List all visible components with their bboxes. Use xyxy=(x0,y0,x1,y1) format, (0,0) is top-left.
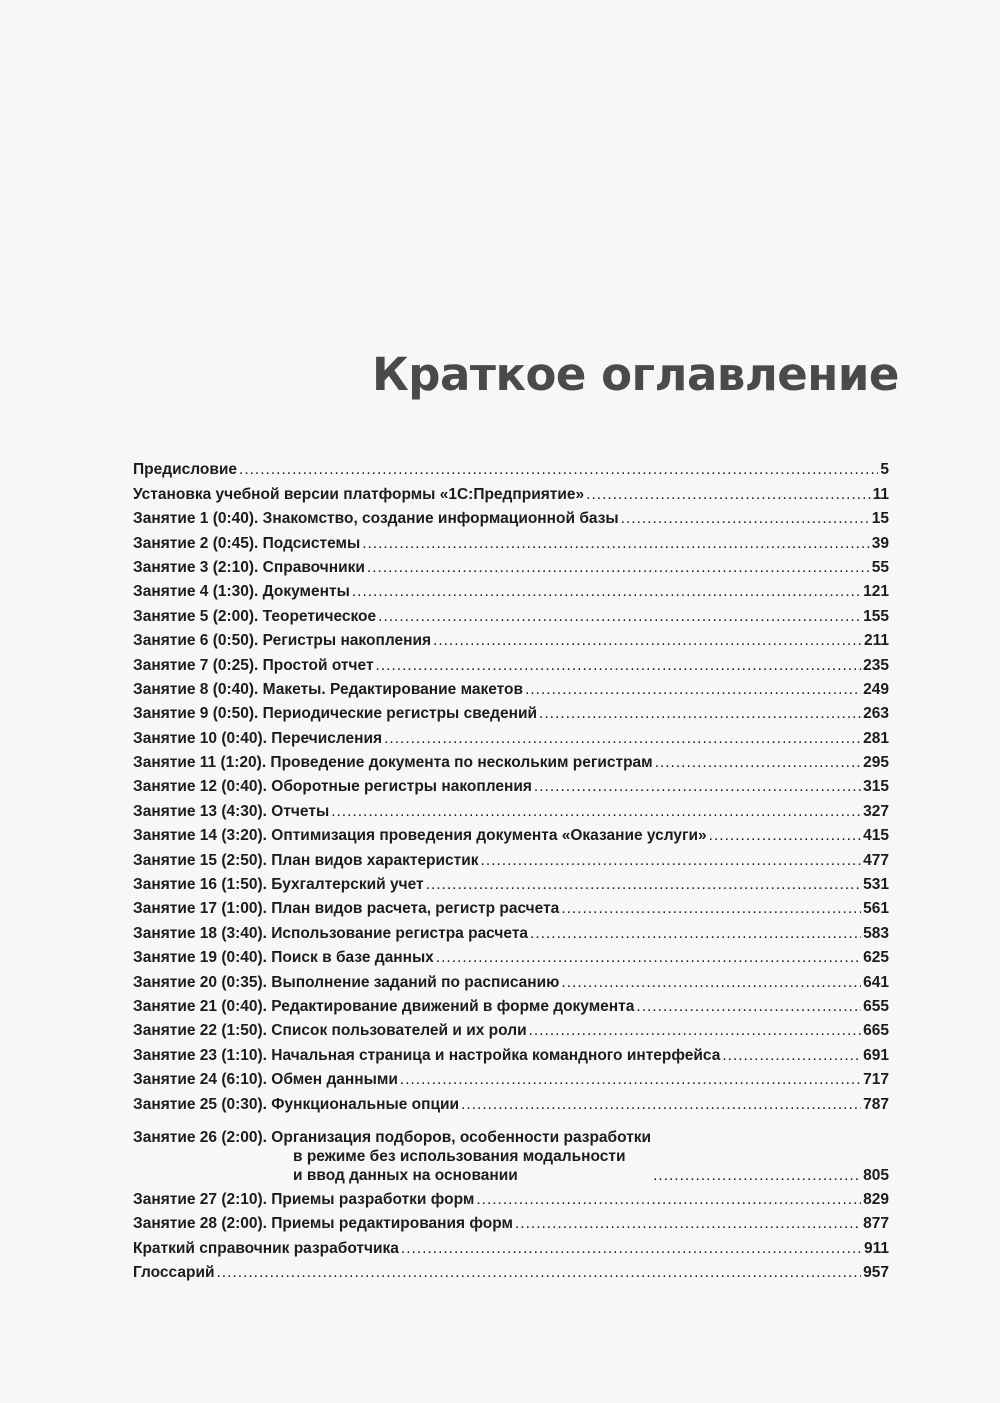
toc-entry-page: 957 xyxy=(863,1264,889,1282)
dot-leader xyxy=(515,1214,861,1233)
toc-entry-page: 281 xyxy=(863,729,889,747)
toc-entry[interactable] xyxy=(133,455,889,479)
toc-entry-title: Глоссарий xyxy=(133,1264,215,1282)
toc-entry-title: Занятие 5 (2:00). Теоретическое xyxy=(133,607,377,625)
dot-leader xyxy=(461,1095,861,1114)
toc-entry-page: 415 xyxy=(863,827,889,845)
dot-leader xyxy=(384,729,861,748)
toc-entry[interactable] xyxy=(133,1089,889,1113)
dot-leader xyxy=(331,802,861,821)
toc-entry-page: 561 xyxy=(863,900,889,918)
toc-entry-page: 15 xyxy=(871,510,889,528)
toc-entry-title: Занятие 24 (6:10). Обмен данными xyxy=(133,1071,398,1089)
toc-entry-title: Занятие 11 (1:20). Проведение документа по нескольким регистрам xyxy=(133,754,653,772)
dot-leader xyxy=(367,558,870,577)
toc-entry[interactable] xyxy=(133,1065,889,1089)
toc-entry-title: Занятие 9 (0:50). Периодические регистры сведений xyxy=(133,705,538,723)
dot-leader xyxy=(561,899,861,918)
toc-entry[interactable] xyxy=(133,845,889,869)
dot-leader xyxy=(586,485,870,504)
toc-entry[interactable] xyxy=(133,675,889,699)
dot-leader xyxy=(436,948,861,967)
toc-entry[interactable] xyxy=(133,504,889,528)
toc-entry[interactable] xyxy=(133,1040,889,1064)
toc-entry-title: Занятие 25 (0:30). Функциональные опции xyxy=(133,1095,460,1113)
dot-leader xyxy=(534,777,861,796)
toc-entry-title: Занятие 28 (2:00). Приемы редактирования форм xyxy=(133,1215,513,1233)
toc-entry-page: 327 xyxy=(863,802,889,820)
toc-entry-page: 665 xyxy=(863,1022,889,1040)
toc-entry-title: Занятие 22 (1:50). Список пользователей и их роли xyxy=(133,1022,527,1040)
toc-entry-title-line: и ввод данных на основании xyxy=(293,1166,518,1184)
toc-entry-page: 55 xyxy=(871,558,889,576)
toc-entry-title-line: в режиме без использования модальности xyxy=(293,1147,626,1165)
toc-entry[interactable] xyxy=(133,918,889,942)
toc-entry-page: 911 xyxy=(863,1239,889,1257)
toc-entry-title: Занятие 17 (1:00). План видов расчета, регистр расчета xyxy=(133,900,560,918)
toc-entry[interactable] xyxy=(133,967,889,991)
toc-entry[interactable] xyxy=(133,821,889,845)
dot-leader xyxy=(722,1046,861,1065)
dot-leader xyxy=(525,680,861,699)
toc-entry[interactable] xyxy=(133,626,889,650)
dot-leader xyxy=(653,1166,861,1185)
toc-entry-title: Занятие 6 (0:50). Регистры накопления xyxy=(133,632,432,650)
toc-entry-title: Занятие 27 (2:10). Приемы разработки форм xyxy=(133,1190,475,1208)
toc-entry-page: 11 xyxy=(872,485,889,503)
dot-leader xyxy=(217,1263,862,1282)
toc-entry-page: 249 xyxy=(863,680,889,698)
toc-entry[interactable] xyxy=(133,772,889,796)
toc-entry[interactable] xyxy=(133,1233,889,1257)
dot-leader xyxy=(352,582,861,601)
toc-entry-title: Занятие 13 (4:30). Отчеты xyxy=(133,802,330,820)
toc-entry[interactable] xyxy=(133,748,889,772)
dot-leader xyxy=(401,1239,862,1258)
dot-leader xyxy=(378,607,861,626)
toc-entry-title: Краткий справочник разработчика xyxy=(133,1239,399,1257)
toc-entry[interactable] xyxy=(133,1258,889,1282)
toc-entry-title: Занятие 10 (0:40). Перечисления xyxy=(133,729,383,747)
toc-entry-title: Занятие 7 (0:25). Простой отчет xyxy=(133,656,374,674)
toc-entry[interactable] xyxy=(133,723,889,747)
toc-entry-title: Занятие 19 (0:40). Поиск в базе данных xyxy=(133,949,434,967)
toc-entry-page: 805 xyxy=(863,1166,889,1184)
toc-entry[interactable] xyxy=(133,1016,889,1040)
dot-leader xyxy=(476,1190,861,1209)
dot-leader xyxy=(426,875,862,894)
toc-entry-page: 691 xyxy=(863,1046,889,1064)
dot-leader xyxy=(239,460,878,479)
toc-entry-page: 655 xyxy=(863,997,889,1015)
toc-entry-page: 787 xyxy=(863,1095,889,1113)
toc-entry-page: 235 xyxy=(863,656,889,674)
toc-entry[interactable] xyxy=(133,577,889,601)
dot-leader xyxy=(655,753,862,772)
toc-entry[interactable] xyxy=(133,1114,889,1185)
toc-entry[interactable] xyxy=(133,650,889,674)
dot-leader xyxy=(539,704,861,723)
toc-entry-title: Занятие 1 (0:40). Знакомство, создание информационной базы xyxy=(133,510,619,528)
toc-entry[interactable] xyxy=(133,796,889,820)
toc-entry[interactable] xyxy=(133,1209,889,1233)
toc-entry-page: 263 xyxy=(863,705,889,723)
toc-entry[interactable] xyxy=(133,553,889,577)
toc-entry-title-line: Занятие 26 (2:00). Организация подборов, особенности разработки xyxy=(133,1128,652,1146)
dot-leader xyxy=(636,997,861,1016)
toc-entry-title: Занятие 12 (0:40). Оборотные регистры накопления xyxy=(133,778,532,796)
toc-entry-title xyxy=(133,1128,651,1185)
toc-entry-title: Установка учебной версии платформы «1С:Предприятие» xyxy=(133,485,585,503)
page-title: Краткое оглавление xyxy=(372,348,899,401)
toc-entry-page: 583 xyxy=(863,924,889,942)
toc-entry-title: Занятие 20 (0:35). Выполнение заданий по расписанию xyxy=(133,973,560,991)
table-of-contents xyxy=(133,455,889,1282)
toc-entry-title: Предисловие xyxy=(133,461,238,479)
toc-tail-entries xyxy=(133,1185,889,1283)
toc-entry-page: 717 xyxy=(863,1071,889,1089)
toc-entry-page: 5 xyxy=(880,461,889,479)
toc-entry[interactable] xyxy=(133,943,889,967)
toc-entry-page: 829 xyxy=(863,1190,889,1208)
dot-leader xyxy=(709,826,861,845)
dot-leader xyxy=(621,509,870,528)
toc-entry[interactable] xyxy=(133,479,889,503)
toc-entry-page: 315 xyxy=(863,778,889,796)
toc-entry-page: 39 xyxy=(871,534,889,552)
dot-leader xyxy=(400,1070,861,1089)
dot-leader xyxy=(529,1021,862,1040)
toc-entry-title: Занятие 21 (0:40). Редактирование движений в форме документа xyxy=(133,997,635,1015)
toc-entry-title: Занятие 14 (3:20). Оптимизация проведения документа «Оказание услуги» xyxy=(133,827,707,845)
toc-entry[interactable] xyxy=(133,1185,889,1209)
dot-leader xyxy=(362,534,870,553)
dot-leader xyxy=(481,851,862,870)
toc-entry-page: 531 xyxy=(863,876,889,894)
toc-entry-page: 641 xyxy=(863,973,889,991)
toc-entry[interactable] xyxy=(133,601,889,625)
toc-entry[interactable] xyxy=(133,992,889,1016)
toc-entry-title: Занятие 18 (3:40). Использование регистра расчета xyxy=(133,924,529,942)
toc-entry-title: Занятие 8 (0:40). Макеты. Редактирование макетов xyxy=(133,680,524,698)
toc-entry[interactable] xyxy=(133,870,889,894)
toc-entry-page: 121 xyxy=(863,583,889,601)
toc-entry-page: 295 xyxy=(863,754,889,772)
toc-entry-title: Занятие 15 (2:50). План видов характеристик xyxy=(133,851,479,869)
toc-entry-page: 625 xyxy=(863,949,889,967)
dot-leader xyxy=(530,924,861,943)
toc-entry-title: Занятие 16 (1:50). Бухгалтерский учет xyxy=(133,876,424,894)
toc-main-entries xyxy=(133,455,889,1114)
toc-entry-title: Занятие 2 (0:45). Подсистемы xyxy=(133,534,361,552)
toc-entry-page: 477 xyxy=(863,851,889,869)
dot-leader xyxy=(561,973,861,992)
toc-entry[interactable] xyxy=(133,528,889,552)
toc-entry[interactable] xyxy=(133,894,889,918)
toc-entry-page: 155 xyxy=(863,607,889,625)
toc-entry-title: Занятие 3 (2:10). Справочники xyxy=(133,558,365,576)
dot-leader xyxy=(376,656,862,675)
toc-entry[interactable] xyxy=(133,699,889,723)
toc-entry-page: 877 xyxy=(863,1215,889,1233)
toc-entry-title: Занятие 23 (1:10). Начальная страница и настройка командного интерфейса xyxy=(133,1046,721,1064)
dot-leader xyxy=(433,631,862,650)
toc-entry-title: Занятие 4 (1:30). Документы xyxy=(133,583,350,601)
toc-entry-page: 211 xyxy=(863,632,889,650)
